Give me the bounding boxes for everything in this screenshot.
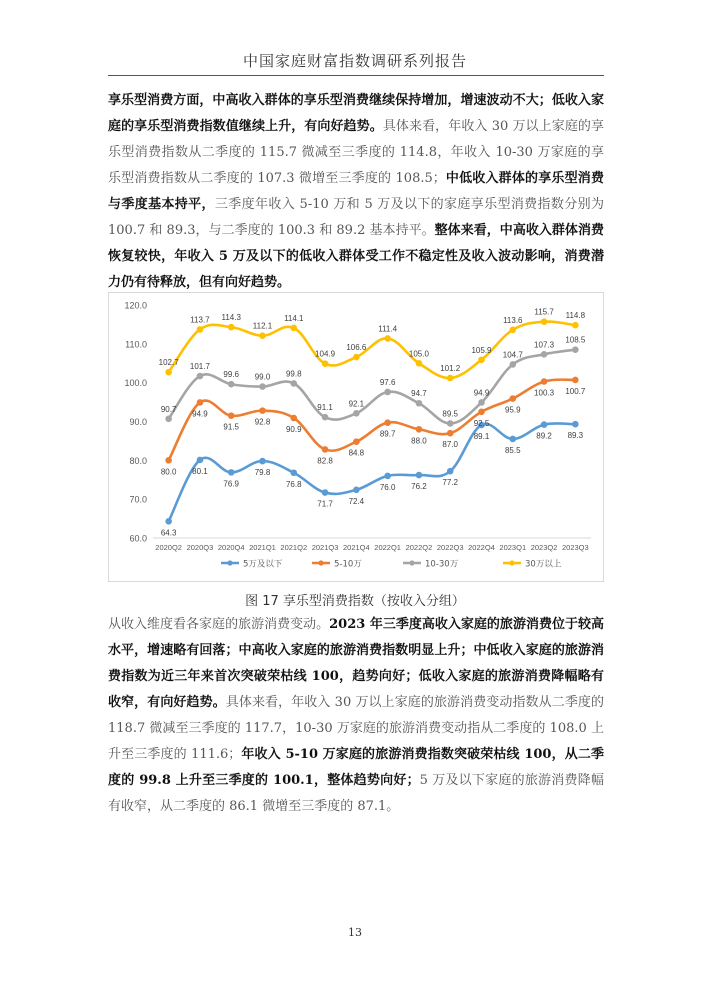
data-label: 108.5: [565, 335, 586, 345]
series-point: [228, 413, 234, 419]
series-point: [541, 379, 547, 385]
x-tick-label: 2022Q3: [436, 543, 464, 552]
data-label: 107.3: [534, 340, 555, 350]
series-point: [447, 468, 453, 474]
para2-text-5: 5 万及以下家庭的旅游消费降幅有收窄，从二季度的 86.1 微增至三季度的 87.1。: [108, 773, 604, 814]
data-label: 92.1: [348, 399, 365, 409]
series-point: [416, 360, 422, 366]
series-point: [166, 416, 172, 422]
data-label: 87.0: [442, 440, 459, 450]
data-label: 64.3: [160, 528, 177, 538]
data-label: 89.2: [536, 431, 552, 441]
series-point: [354, 487, 360, 493]
page-number: 13: [348, 926, 362, 939]
series-point: [573, 377, 579, 383]
x-tick-label: 2021Q4: [343, 543, 370, 552]
series-point: [385, 336, 391, 342]
series-point: [416, 426, 422, 432]
data-label: 90.9: [285, 425, 302, 435]
paragraph-hedonic-consumption: [108, 88, 604, 296]
series-point: [322, 361, 328, 367]
series-point: [416, 472, 422, 478]
x-tick-label: 2021Q3: [311, 543, 339, 552]
legend-label: 30万以上: [525, 559, 562, 570]
series-point: [197, 373, 203, 379]
x-tick-label: 2023Q3: [562, 543, 589, 552]
series-point: [166, 519, 172, 525]
x-tick-label: 2023Q2: [530, 543, 558, 552]
data-label: 76.0: [379, 482, 396, 492]
data-label: 88.0: [411, 436, 427, 446]
y-tick-label: 80.0: [129, 455, 147, 466]
hedonic-consumption-line-chart: [109, 293, 603, 581]
data-label: 104.7: [502, 350, 523, 360]
para1-bold-5: 整体来看，中高收入群体消费恢复较快，年收入 5 万及以下的低收入群体受工作不稳定性及收入波动影响，消费潜力仍有待释放，但有向好趋势。: [108, 223, 604, 290]
data-label: 99.8: [285, 369, 302, 379]
series-point: [260, 408, 266, 414]
data-label: 85.5: [504, 445, 521, 455]
x-tick-label: 2021Q2: [280, 543, 308, 552]
data-label: 91.5: [223, 422, 240, 432]
series-point: [354, 354, 360, 360]
x-tick-label: 2022Q1: [374, 543, 401, 552]
legend-label: 5-10万: [334, 559, 362, 570]
data-label: 105.0: [408, 349, 429, 359]
series-point: [291, 470, 297, 476]
y-tick-label: 90.0: [129, 417, 147, 427]
data-label: 94.9: [473, 388, 490, 398]
y-tick-label: 60.0: [129, 533, 147, 544]
y-tick-label: 100.0: [124, 378, 147, 389]
x-tick-label: 2022Q2: [405, 543, 433, 552]
series-point: [510, 362, 516, 368]
x-tick-label: 2020Q4: [217, 543, 245, 552]
para2-bold-4: 年收入 5-10 万家庭的旅游消费指数突破荣枯线 100，从二季度的 99.8 上升至三季度的 100.1，整体趋势向好；: [108, 747, 604, 788]
series-point: [291, 325, 297, 331]
series-point: [322, 447, 328, 453]
data-label: 104.9: [315, 349, 336, 359]
data-label: 92.5: [473, 418, 490, 428]
data-label: 113.7: [190, 315, 210, 325]
series-point: [166, 458, 172, 464]
data-label: 105.9: [471, 345, 492, 355]
series-point: [197, 400, 203, 406]
para1-bold-1: 享乐型消费方面，中高收入群体的享乐型消费继续保持增加，增速波动不大；低收入家庭的享乐型消费指数值继续上升，有向好趋势。: [108, 93, 604, 134]
para1-text-2: 具体来看，年收入 30 万以上家庭的享乐型消费指数从二季度的 115.7 微减至三季度的 114.8，年收入 10-30 万家庭的享乐型消费指数从二季度的 107.3 微增至三季度的 108.5；: [108, 119, 604, 186]
x-tick-label: 2022Q4: [468, 543, 495, 552]
x-tick-label: 2023Q1: [499, 543, 527, 552]
series-point: [166, 369, 172, 375]
series-point: [510, 436, 516, 442]
data-label: 91.1: [317, 403, 333, 413]
data-label: 89.3: [567, 431, 584, 441]
data-label: 76.2: [411, 482, 427, 492]
data-label: 115.7: [534, 307, 554, 317]
y-tick-label: 70.0: [129, 494, 147, 505]
x-tick-label: 2020Q3: [186, 543, 214, 552]
series-point: [260, 384, 266, 390]
series-point: [197, 327, 203, 333]
data-label: 80.1: [192, 466, 208, 476]
series-point: [322, 490, 328, 496]
series-point: [510, 396, 516, 402]
para1-text-4: 三季度年收入 5-10 万和 5 万及以下的家庭享乐型消费指数分别为 100.7 和 89.3，与二季度的 100.3 和 89.2 基本持平。: [108, 197, 604, 238]
series-point: [541, 422, 547, 428]
data-label: 95.9: [504, 405, 521, 415]
paragraph-travel-consumption: [108, 612, 604, 820]
data-label: 79.8: [254, 468, 271, 478]
data-label: 80.0: [160, 467, 177, 477]
series-point: [479, 357, 485, 363]
data-label: 106.6: [346, 343, 367, 353]
data-label: 99.0: [254, 372, 271, 382]
series-point: [541, 319, 547, 325]
series-point: [479, 409, 485, 415]
y-tick-label: 120.0: [124, 300, 147, 311]
series-point: [479, 400, 485, 406]
data-label: 89.1: [473, 431, 490, 441]
data-label: 90.7: [160, 404, 177, 414]
chart-frame: [108, 292, 604, 582]
data-label: 100.7: [565, 386, 586, 396]
legend-marker: [227, 560, 232, 565]
series-point: [228, 470, 234, 476]
series-point: [416, 400, 422, 406]
series-point: [573, 322, 579, 328]
y-tick-label: 110.0: [125, 339, 147, 350]
figure-caption: 图 17 享乐型消费指数（按收入分组）: [245, 594, 465, 609]
data-label: 111.4: [378, 324, 398, 334]
series-point: [228, 381, 234, 387]
series-point: [228, 324, 234, 330]
data-label: 77.2: [442, 478, 459, 488]
legend-marker: [409, 560, 414, 565]
series-point: [573, 347, 579, 353]
header-rule: [108, 75, 604, 76]
data-label: 71.7: [317, 499, 333, 509]
data-label: 82.8: [317, 456, 333, 466]
data-label: 72.4: [348, 496, 365, 506]
para1-bold-3: 中低收入群体的享乐型消费与季度基本持平，: [108, 171, 604, 212]
series-point: [291, 415, 297, 421]
data-label: 100.3: [534, 388, 555, 398]
legend-label: 5万及以下: [243, 559, 283, 570]
para2-text-1: 从收入维度看各家庭的旅游消费变动。: [108, 617, 330, 632]
data-label: 84.8: [348, 448, 365, 458]
series-point: [385, 420, 391, 426]
series-point: [260, 458, 266, 464]
series-point: [354, 439, 360, 445]
x-tick-label: 2021Q1: [249, 543, 276, 552]
data-label: 102.7: [158, 358, 179, 368]
data-label: 76.9: [223, 479, 240, 489]
series-point: [385, 473, 391, 479]
data-label: 97.6: [379, 377, 396, 387]
series-point: [322, 414, 328, 420]
series-point: [354, 411, 360, 417]
data-label: 94.9: [192, 409, 208, 419]
data-label: 99.6: [223, 370, 240, 380]
data-label: 89.5: [442, 409, 459, 419]
series-point: [385, 389, 391, 395]
report-header: 中国家庭财富指数调研系列报告: [242, 52, 467, 70]
data-label: 94.7: [411, 389, 427, 399]
series-point: [510, 327, 516, 333]
series-point: [260, 333, 266, 339]
data-label: 76.8: [285, 479, 302, 489]
para2-bold-2: 2023 年三季度高收入家庭的旅游消费位于较高水平，增速略有回落；中高收入家庭的旅游消费指数明显上升；中低收入家庭的旅游消费指数为近三年来首次突破荣枯线 100，趋势向好；低收入家庭的旅游消费降幅略有收窄，有向好趋势。: [108, 617, 604, 710]
legend-marker: [318, 560, 323, 565]
data-label: 89.7: [379, 429, 396, 439]
series-point: [541, 352, 547, 358]
para2-text-3: 具体来看，年收入 30 万以上家庭的旅游消费变动指数从二季度的 118.7 微减至三季度的 117.7，10-30 万家庭的旅游消费变动指从二季度的 108.0 上升至三季度的 111.6；: [108, 695, 604, 762]
legend-marker: [509, 560, 514, 565]
data-label: 114.3: [221, 313, 241, 323]
data-label: 114.8: [565, 311, 586, 321]
data-label: 101.2: [440, 364, 461, 374]
legend-label: 10-30万: [425, 559, 459, 570]
data-label: 114.1: [284, 313, 304, 323]
data-label: 112.1: [252, 321, 273, 331]
series-point: [197, 457, 203, 463]
series-point: [291, 381, 297, 387]
data-label: 92.8: [254, 417, 271, 427]
series-point: [447, 375, 453, 381]
series-point: [447, 421, 453, 427]
x-tick-label: 2020Q2: [155, 543, 182, 552]
data-label: 113.6: [503, 315, 523, 325]
series-point: [573, 421, 579, 427]
series-point: [447, 430, 453, 436]
data-label: 101.7: [189, 362, 210, 372]
